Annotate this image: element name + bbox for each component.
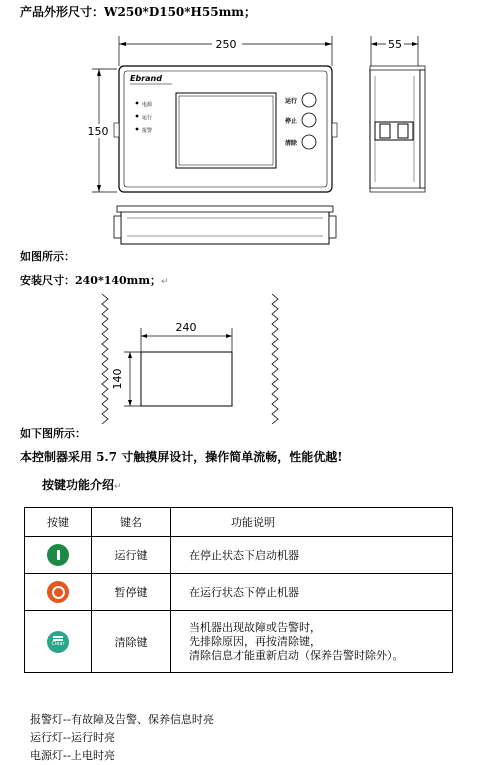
button-label: 清除 — [285, 140, 298, 147]
brand-logo-text: Ebrand — [130, 74, 162, 83]
height-dimension-label: 150 — [87, 125, 109, 138]
cutout-width-label: 240 — [175, 321, 197, 334]
clear-icon-text: Clear — [51, 641, 65, 647]
table-row — [25, 574, 453, 611]
power-led-icon — [136, 102, 139, 105]
product-size-heading — [20, 3, 256, 20]
bottom-view-outline — [121, 210, 329, 244]
table-row — [25, 537, 453, 574]
led-label: 运行 — [142, 115, 153, 121]
button-label: 运行 — [285, 98, 298, 105]
key-function-title: 按键功能介绍↵ — [42, 478, 122, 492]
return-mark-icon: ↵ — [160, 277, 169, 287]
key-name-cell: 暂停键 — [92, 574, 171, 611]
alarm-led-icon — [136, 128, 139, 131]
key-name-cell: 运行键 — [92, 537, 171, 574]
touch-screen-outline — [176, 93, 276, 168]
note-line: 运行灯--运行时亮 — [30, 731, 115, 744]
run-led-icon — [136, 115, 139, 118]
table-header-row — [25, 508, 453, 537]
product-size-value: W250*D150*H55mm； — [104, 5, 256, 19]
panel-cutout-drawing — [0, 290, 484, 430]
install-size-value: 240*140mm； — [75, 274, 161, 287]
run-button-outline-icon — [302, 93, 316, 107]
clear-button-icon — [47, 631, 69, 653]
product-outline-drawing — [0, 25, 484, 253]
button-label: 停止 — [285, 118, 298, 125]
note-line: 报警灯--有故障及告警、保养信息时亮 — [30, 713, 214, 726]
indicator-notes — [30, 711, 214, 765]
width-dimension-label: 250 — [215, 38, 237, 51]
depth-dimension-label: 55 — [388, 38, 402, 51]
install-size-label: 安装尺寸： — [20, 274, 75, 287]
figure-caption-2: 如下图所示： — [20, 427, 86, 440]
install-size-heading — [20, 272, 169, 288]
table-row — [25, 611, 453, 673]
key-desc-cell: 在运行状态下停止机器 — [171, 574, 453, 611]
run-button-icon — [47, 544, 69, 566]
table-header-cell: 功能说明 — [171, 508, 453, 537]
key-desc-cell: 在停止状态下启动机器 — [171, 537, 453, 574]
table-header-cell: 按键 — [25, 508, 92, 537]
figure-caption-1: 如图所示： — [20, 250, 75, 263]
clear-button-outline-icon — [302, 135, 316, 149]
feature-headline: 本控制器采用 5.7 寸触摸屏设计，操作简单流畅，性能优越! — [20, 450, 343, 464]
key-function-table — [24, 507, 453, 673]
key-desc-cell: 当机器出现故障或告警时， 先排除原因，再按清除键， 清除信息才能重新启动（保养告警时除外）。 — [171, 611, 453, 673]
stop-button-outline-icon — [302, 113, 316, 127]
cutout-height-label: 140 — [111, 368, 124, 390]
stop-button-icon — [47, 581, 69, 603]
table-header-cell: 键名 — [92, 508, 171, 537]
cutout-rectangle — [141, 352, 232, 406]
return-mark-icon: ↵ — [114, 482, 122, 492]
led-label: 电源 — [142, 102, 153, 108]
led-label: 报警 — [142, 128, 153, 134]
key-name-cell: 清除键 — [92, 611, 171, 673]
product-size-label: 产品外形尺寸： — [20, 5, 105, 19]
note-line: 电源灯--上电时亮 — [30, 749, 115, 762]
